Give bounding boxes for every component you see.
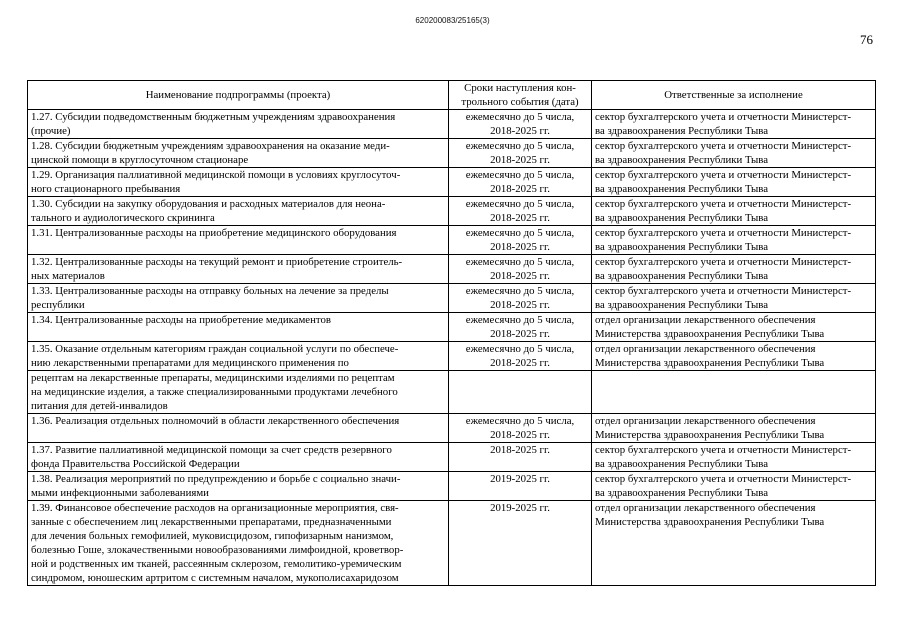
cell-text-line: 2018-2025 гг. (490, 183, 550, 195)
program-name-cell (28, 197, 449, 226)
header-program-name: Наименование подпрограммы (проекта) (28, 81, 449, 110)
cell-text-line: ва здравоохранения Республики Тыва (595, 154, 769, 166)
cell-text-line: 2018-2025 гг. (490, 444, 550, 456)
cell-text-line: отдел организации лекарственного обеспечения (595, 415, 816, 427)
cell-text-line: ежемесячно до 5 числа, (465, 256, 575, 268)
header-deadline-line: Сроки наступления кон- (464, 82, 576, 94)
cell-text-line: ва здравоохранения Республики Тыва (595, 299, 769, 311)
cell-text-line: цинской помощи в круглосуточном стационаре (31, 154, 249, 166)
cell-text-line: Министерства здравоохранения Республики Тыва (595, 357, 825, 369)
table-row (28, 284, 876, 313)
cell-text-line: ва здравоохранения Республики Тыва (595, 458, 769, 470)
responsible-cell (592, 472, 876, 501)
cell-text-line: фонда Правительства Российской Федерации (31, 458, 240, 470)
cell-text-line: ежемесячно до 5 числа, (465, 111, 575, 123)
table-row (28, 255, 876, 284)
cell-text-line: ежемесячно до 5 числа, (465, 140, 575, 152)
table-row (28, 313, 876, 342)
table-row (28, 443, 876, 472)
cell-text-line: отдел организации лекарственного обеспечения (595, 502, 816, 514)
responsible-cell (592, 139, 876, 168)
cell-text-line: 1.29. Организация паллиативной медицинской помощи в условиях круглосуточ- (31, 169, 401, 181)
cell-text-line: 1.33. Централизованные расходы на отправку больных на лечение за пределы (31, 285, 389, 297)
responsible-cell (592, 255, 876, 284)
cell-text-line: 2018-2025 гг. (490, 270, 550, 282)
cell-text-line: ва здравоохранения Республики Тыва (595, 270, 769, 282)
cell-text-line: Министерства здравоохранения Республики Тыва (595, 516, 825, 528)
cell-text-line: нию лекарственными препаратами для медицинского применения по (31, 357, 349, 369)
cell-text-line: ежемесячно до 5 числа, (465, 415, 575, 427)
cell-text-line: ва здравоохранения Республики Тыва (595, 487, 769, 499)
responsible-cell (592, 284, 876, 313)
cell-text-line: 2018-2025 гг. (490, 357, 550, 369)
program-name-cell (28, 168, 449, 197)
cell-text-line: ежемесячно до 5 числа, (465, 285, 575, 297)
program-name-cell (28, 501, 449, 586)
cell-text-line: Министерства здравоохранения Республики Тыва (595, 328, 825, 340)
deadline-cell (449, 110, 592, 139)
program-name-cell (28, 110, 449, 139)
program-name-cell (28, 443, 449, 472)
cell-text-line: сектор бухгалтерского учета и отчетности Министерст- (595, 169, 852, 181)
program-name-cell (28, 371, 449, 414)
deadline-cell (449, 501, 592, 586)
cell-text-line: сектор бухгалтерского учета и отчетности Министерст- (595, 227, 852, 239)
deadline-cell (449, 197, 592, 226)
cell-text-line: 2018-2025 гг. (490, 212, 550, 224)
program-name-cell (28, 313, 449, 342)
cell-text-line: 1.32. Централизованные расходы на текущий ремонт и приобретение строитель- (31, 256, 403, 268)
deadline-cell (449, 168, 592, 197)
cell-text-line: тального и аудиологического скрининга (31, 212, 215, 224)
cell-text-line: болезнью Гоше, злокачественными новообразованиями лимфоидной, кроветвор- (31, 544, 404, 556)
deadline-cell (449, 313, 592, 342)
responsible-cell (592, 443, 876, 472)
table-row (28, 226, 876, 255)
cell-text-line: сектор бухгалтерского учета и отчетности Министерст- (595, 111, 852, 123)
responsible-cell (592, 226, 876, 255)
cell-text-line: ежемесячно до 5 числа, (465, 227, 575, 239)
cell-text-line: 2018-2025 гг. (490, 328, 550, 340)
cell-text-line: 2019-2025 гг. (490, 502, 550, 514)
cell-text-line: ежемесячно до 5 числа, (465, 343, 575, 355)
cell-text-line: 2018-2025 гг. (490, 241, 550, 253)
cell-text-line: ного стационарного пребывания (31, 183, 181, 195)
deadline-cell (449, 226, 592, 255)
cell-text-line: ва здравоохранения Республики Тыва (595, 241, 769, 253)
responsible-cell (592, 371, 876, 414)
cell-text-line: рецептам на лекарственные препараты, медицинскими изделиями по рецептам (31, 372, 395, 384)
cell-text-line: синдромом, юношеским артритом с системным началом, мукополисахаридозом (31, 572, 399, 584)
program-name-cell (28, 284, 449, 313)
table-row (28, 139, 876, 168)
cell-text-line: питания для детей-инвалидов (31, 400, 168, 412)
responsible-cell (592, 110, 876, 139)
deadline-cell (449, 472, 592, 501)
cell-text-line: 1.27. Субсидии подведомственным бюджетным учреждениям здравоохранения (31, 111, 396, 123)
cell-text-line: для лечения больных гемофилией, муковисцидозом, гипофизарным нанизмом, (31, 530, 394, 542)
cell-text-line: 2018-2025 гг. (490, 299, 550, 311)
cell-text-line: республики (31, 299, 85, 311)
cell-text-line: 1.39. Финансовое обеспечение расходов на организационные мероприятия, свя- (31, 502, 399, 514)
cell-text-line: ных материалов (31, 270, 105, 282)
deadline-cell (449, 139, 592, 168)
table-row (28, 342, 876, 371)
cell-text-line: ежемесячно до 5 числа, (465, 314, 575, 326)
table-row (28, 197, 876, 226)
cell-text-line: ва здравоохранения Республики Тыва (595, 183, 769, 195)
cell-text-line: 1.28. Субсидии бюджетным учреждениям здравоохранения на оказание меди- (31, 140, 390, 152)
cell-text-line: сектор бухгалтерского учета и отчетности Министерст- (595, 473, 852, 485)
cell-text-line: 2018-2025 гг. (490, 429, 550, 441)
table-body (28, 110, 876, 586)
deadline-cell (449, 342, 592, 371)
cell-text-line: на медицинские изделия, а также специализированными продуктами лечебного (31, 386, 398, 398)
document-id: 620200083/25165(3) (415, 16, 490, 25)
responsible-cell (592, 197, 876, 226)
table-row (28, 501, 876, 586)
cell-text-line: сектор бухгалтерского учета и отчетности Министерст- (595, 444, 852, 456)
cell-text-line: ва здравоохранения Республики Тыва (595, 125, 769, 137)
table-row (28, 110, 876, 139)
table-row (28, 371, 876, 414)
responsible-cell (592, 342, 876, 371)
program-name-cell (28, 226, 449, 255)
table-header-row (28, 81, 876, 110)
responsible-cell (592, 168, 876, 197)
deadline-cell (449, 443, 592, 472)
cell-text-line: ежемесячно до 5 числа, (465, 169, 575, 181)
program-name-cell (28, 255, 449, 284)
cell-text-line: 1.38. Реализация мероприятий по предупреждению и борьбе с социально значи- (31, 473, 401, 485)
cell-text-line: сектор бухгалтерского учета и отчетности Министерст- (595, 256, 852, 268)
cell-text-line: ва здравоохранения Республики Тыва (595, 212, 769, 224)
cell-text-line: сектор бухгалтерского учета и отчетности Министерст- (595, 198, 852, 210)
cell-text-line: сектор бухгалтерского учета и отчетности Министерст- (595, 140, 852, 152)
cell-text-line: сектор бухгалтерского учета и отчетности Министерст- (595, 285, 852, 297)
cell-text-line: (прочие) (31, 125, 71, 137)
responsible-cell (592, 501, 876, 586)
cell-text-line: 1.37. Развитие паллиативной медицинской помощи за счет средств резервного (31, 444, 392, 456)
responsible-cell (592, 313, 876, 342)
table-row (28, 168, 876, 197)
deadline-cell (449, 414, 592, 443)
cell-text-line: 1.31. Централизованные расходы на приобретение медицинского оборудования (31, 227, 397, 239)
cell-text-line: 1.36. Реализация отдельных полномочий в области лекарственного обеспечения (31, 415, 400, 427)
table-row (28, 414, 876, 443)
cell-text-line: отдел организации лекарственного обеспечения (595, 343, 816, 355)
cell-text-line: отдел организации лекарственного обеспечения (595, 314, 816, 326)
cell-text-line: 2018-2025 гг. (490, 154, 550, 166)
cell-text-line: 2019-2025 гг. (490, 473, 550, 485)
cell-text-line: ной и родственных им тканей, рассеянным склерозом, гемолитико-уремическим (31, 558, 402, 570)
cell-text-line: ежемесячно до 5 числа, (465, 198, 575, 210)
cell-text-line: 1.34. Централизованные расходы на приобретение медикаментов (31, 314, 331, 326)
responsible-cell (592, 414, 876, 443)
cell-text-line: мыми инфекционными заболеваниями (31, 487, 209, 499)
cell-text-line: 1.30. Субсидии на закупку оборудования и расходных материалов для неона- (31, 198, 386, 210)
cell-text-line: 2018-2025 гг. (490, 125, 550, 137)
deadline-cell (449, 371, 592, 414)
page-number: 76 (860, 32, 873, 47)
header-responsible: Ответственные за исполнение (592, 81, 876, 110)
header-deadline (449, 81, 592, 110)
program-name-cell (28, 414, 449, 443)
header-deadline-line: трольного события (дата) (461, 96, 579, 108)
cell-text-line: занные с обеспечением лиц лекарственными препаратами, предназначенными (31, 516, 392, 528)
program-name-cell (28, 472, 449, 501)
program-name-cell (28, 139, 449, 168)
deadline-cell (449, 284, 592, 313)
program-table (27, 80, 876, 586)
cell-text-line: Министерства здравоохранения Республики Тыва (595, 429, 825, 441)
deadline-cell (449, 255, 592, 284)
cell-text-line: 1.35. Оказание отдельным категориям граждан социальной услуги по обеспече- (31, 343, 399, 355)
program-name-cell (28, 342, 449, 371)
table-row (28, 472, 876, 501)
